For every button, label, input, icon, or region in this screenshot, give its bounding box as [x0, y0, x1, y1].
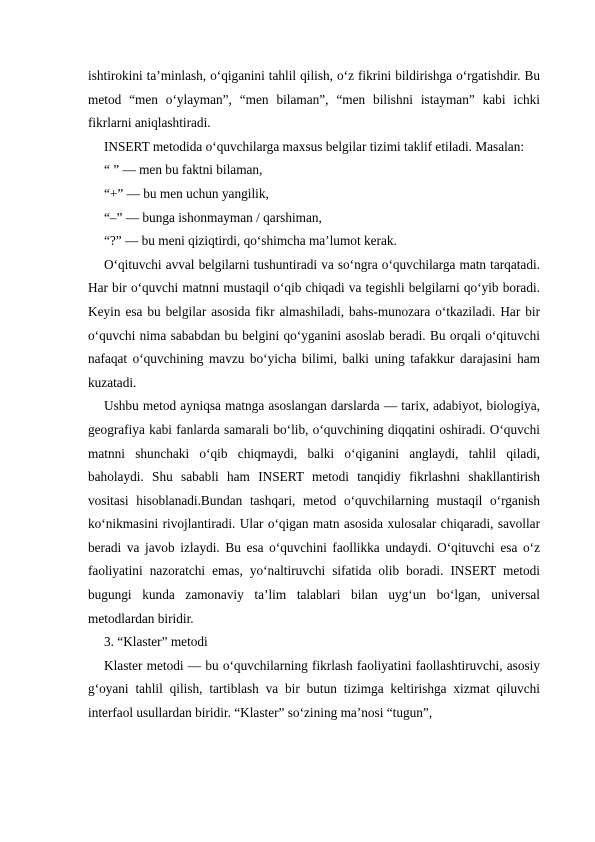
paragraph-insert-purpose: ishtirokini ta’minlash, o‘qiganini tahlil qilish, o‘z fikrini bildirishga o‘rgatishdir. Bu metod “men o‘ylayman”, “men bilaman”, “men bilishni istayman” kabi ichki fikrlarni aniqlashtiradi. — [88, 68, 540, 131]
list-item-question: “?” — bu meni qiziqtirdi, qo‘shimcha ma’lumot kerak. — [104, 233, 397, 249]
paragraph-teacher-process: O‘qituvchi avval belgilarni tushuntiradi va so‘ngra o‘quvchilarga matn tarqatadi. Har bir o‘quvchi matnni mustaqil o‘qib chiqadi va tegishli belgilarni qo‘yib boradi. Keyin esa bu belgilar asosida fikr almashiladi, bahs-munozara o‘tkaziladi. Har bir o‘quvchi nima sababdan bu belgini qo‘yganini asoslab beradi. Bu orqali o‘qituvchi nafaqat o‘quvchining mavzu bo‘yicha bilimi, balki uning tafakkur darajasini ham kuzatadi. — [88, 256, 540, 390]
body-text — [88, 64, 540, 725]
paragraph-insert-symbols-intro: INSERT metodida o‘quvchilarga maxsus belgilar tizimi taklif etiladi. Masalan: — [104, 138, 525, 154]
section-heading-klaster: 3. “Klaster” metodi — [104, 634, 208, 650]
list-item-known-fact: “ ” — men bu faktni bilaman, — [104, 162, 263, 178]
list-item-disagree: “–” — bunga ishonmayman / qarshiman, — [104, 209, 322, 225]
paragraph-method-benefits: Ushbu metod ayniqsa matnga asoslangan darslarda — tarix, adabiyot, biologiya, geografiya kabi fanlarda samarali bo‘lib, o‘quvchining diqqatini oshiradi. O‘quvchi matnni shunchaki o‘qib chiqmaydi, balki o‘qiganini anglaydi, tahlil qiladi, baholaydi. Shu sababli ham INSERT metodi tanqidiy fikrlashni shakllantirish vositasi hisoblanadi.Bundan tashqari, metod o‘quvchilarning mustaqil o‘rganish ko‘nikmasini rivojlantiradi. Ular o‘qigan matn asosida xulosalar chiqaradi, savollar beradi va javob izlaydi. Bu esa o‘quvchini faollikka undaydi. O‘qituvchi esa o‘z faoliyatini nazoratchi emas, yo‘naltiruvchi sifatida olib boradi. INSERT metodi bugungi kunda zamonaviy ta’lim talablari bilan uyg‘un bo‘lgan, universal metodlardan biridir. — [88, 398, 540, 626]
paragraph-klaster-intro: Klaster metodi — bu o‘quvchilarning fikrlash faoliyatini faollashtiruvchi, asosiy g‘oyani tahlil qilish, tartiblash va bir butun tizimga keltirishga xizmat qiluvchi interfaol usullardan biridir. “Klaster” so‘zining ma’nosi “tugun”, — [88, 657, 540, 721]
list-item-new-info: “+” — bu men uchun yangilik, — [104, 185, 269, 201]
